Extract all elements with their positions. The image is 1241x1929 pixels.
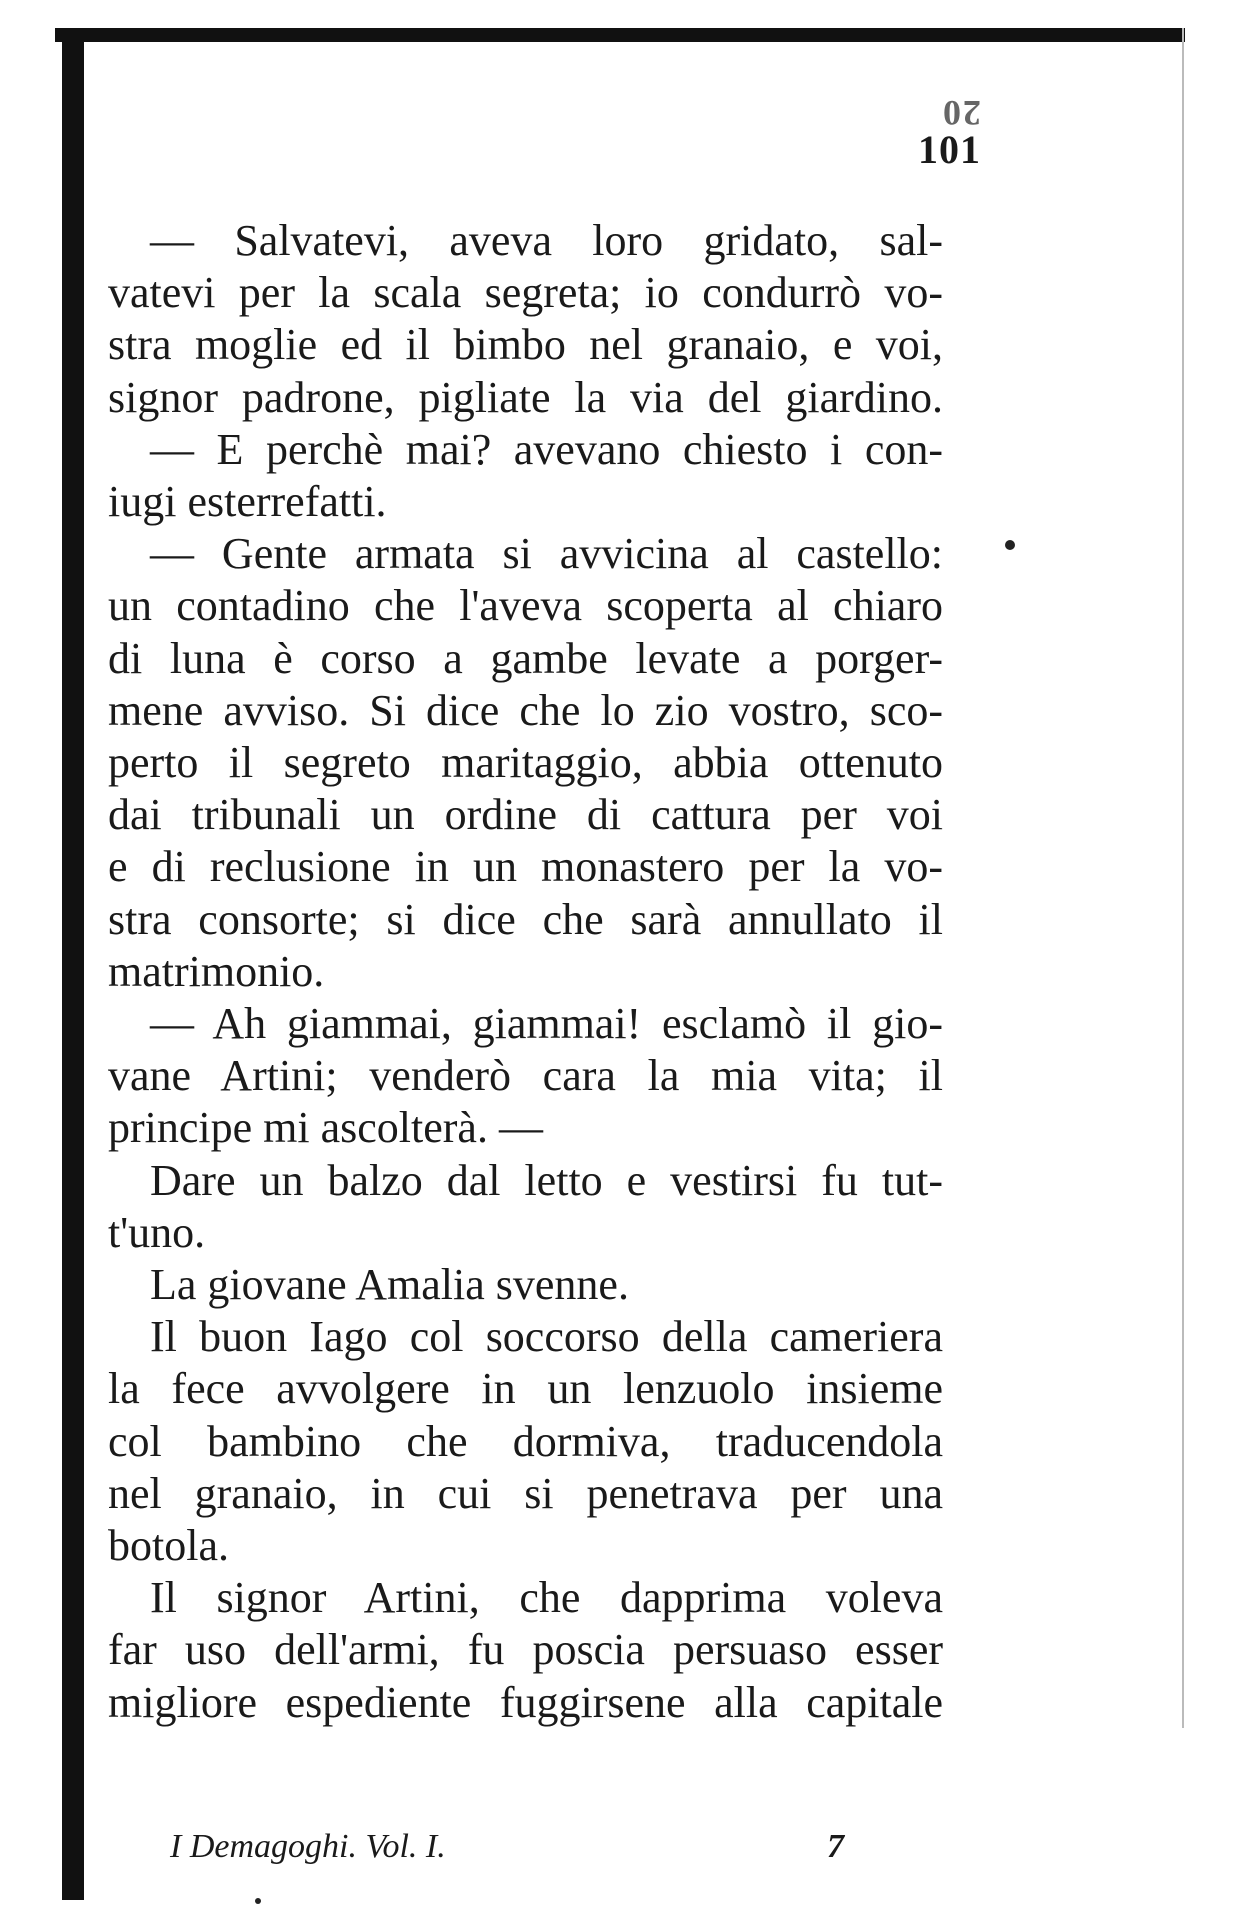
page-footer — [170, 1828, 870, 1866]
text-line: mene avviso. Si dice che lo zio vostro, sco- — [108, 685, 943, 735]
text-line: perto il segreto maritaggio, abbia ottenuto — [108, 738, 943, 788]
text-line: Dare un balzo dal letto e vestirsi fu tut- — [150, 1155, 943, 1205]
mirrored-folio: 20 — [941, 93, 981, 133]
text-line: botola. — [108, 1521, 229, 1571]
book-title-footer: I Demagoghi. Vol. I. — [170, 1828, 446, 1865]
text-line: — Ah giammai, giammai! esclamò il gio- — [150, 999, 943, 1049]
text-line: dai tribunali un ordine di cattura per voi — [108, 790, 943, 840]
text-line: col bambino che dormiva, traducendola — [108, 1416, 943, 1466]
ink-speck — [1005, 540, 1015, 550]
right-page-edge — [1182, 28, 1184, 1728]
text-line: la fece avvolgere in un lenzuolo insieme — [108, 1364, 943, 1414]
text-line: La giovane Amalia svenne. — [150, 1260, 629, 1310]
text-line: un contadino che l'aveva scoperta al chiaro — [108, 581, 943, 631]
text-line: vane Artini; venderò cara la mia vita; il — [108, 1051, 943, 1101]
left-binding-edge — [62, 28, 84, 1900]
text-line: iugi esterrefatti. — [108, 477, 387, 527]
top-border — [55, 28, 1185, 42]
text-line: stra moglie ed il bimbo nel granaio, e voi, — [108, 320, 943, 370]
text-line: vatevi per la scala segreta; io condurrò vo- — [108, 268, 943, 318]
text-line: migliore espediente fuggirsene alla capitale — [108, 1677, 943, 1727]
text-line: e di reclusione in un monastero per la vo- — [108, 842, 943, 892]
text-line: stra consorte; si dice che sarà annullato il — [108, 894, 943, 944]
text-line: signor padrone, pigliate la via del giardino. — [108, 372, 943, 422]
page-number: 101 — [918, 127, 981, 172]
text-line: t'uno. — [108, 1207, 206, 1257]
text-line: — E perchè mai? avevano chiesto i con- — [150, 424, 943, 474]
text-line: Il signor Artini, che dapprima voleva — [150, 1573, 943, 1623]
text-line: — Gente armata si avvicina al castello: — [150, 529, 943, 579]
text-line: di luna è corso a gambe levate a porger- — [108, 633, 943, 683]
body-text — [108, 215, 943, 1729]
ink-speck — [255, 1898, 261, 1904]
text-line: nel granaio, in cui si penetrava per una — [108, 1468, 943, 1518]
page-number-block — [918, 92, 981, 173]
text-line: matrimonio. — [108, 946, 325, 996]
text-line: Il buon Iago col soccorso della cameriera — [150, 1312, 943, 1362]
signature-mark: 7 — [827, 1828, 844, 1865]
text-line: principe mi ascolterà. — — [108, 1103, 543, 1153]
text-line: far uso dell'armi, fu poscia persuaso esser — [108, 1625, 943, 1675]
text-line: — Salvatevi, aveva loro gridato, sal- — [150, 216, 943, 265]
